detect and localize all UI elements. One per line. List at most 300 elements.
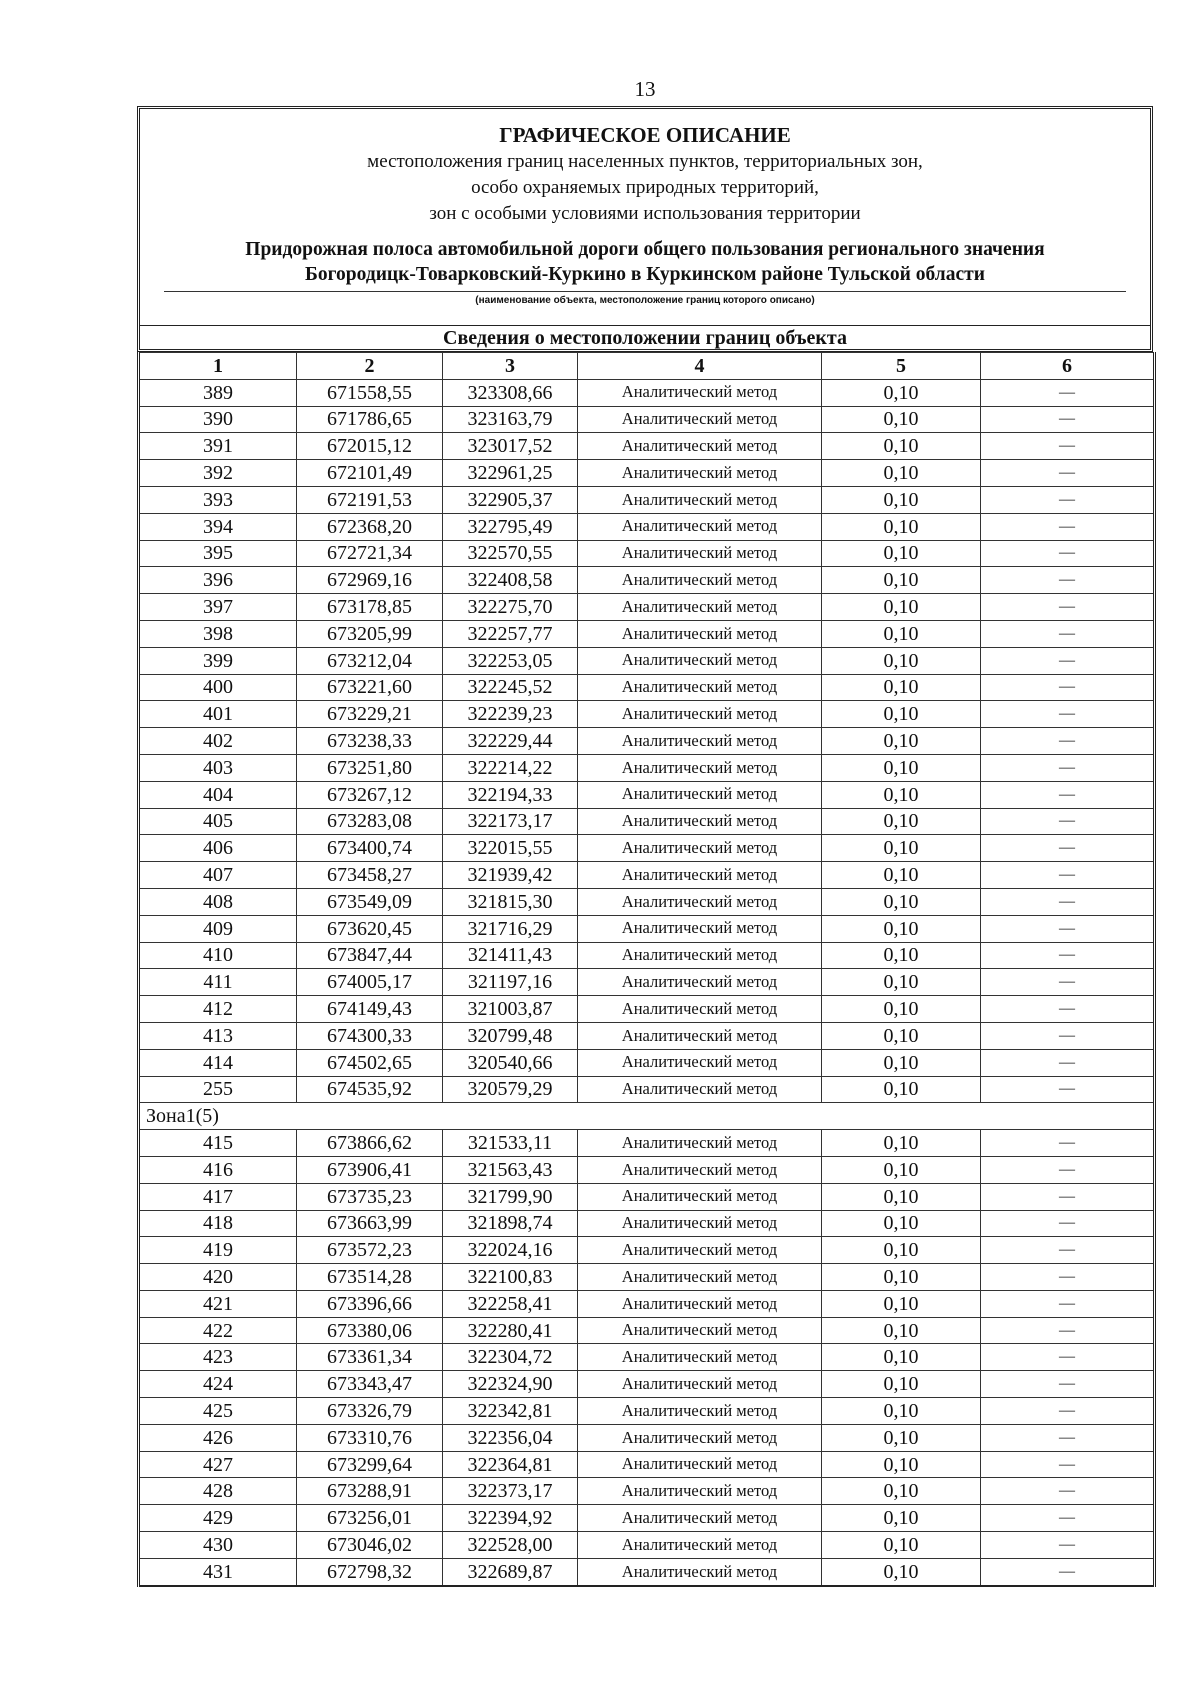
accuracy-cell: 0,10 xyxy=(822,1130,981,1157)
coordinate-x: 673283,08 xyxy=(297,808,443,835)
coordinate-x: 673458,27 xyxy=(297,862,443,889)
coordinate-x: 674300,33 xyxy=(297,1022,443,1049)
description-cell: — xyxy=(981,567,1155,594)
table-row xyxy=(139,862,1155,889)
coordinate-y: 322229,44 xyxy=(443,728,578,755)
point-number: 393 xyxy=(139,486,297,513)
coordinate-y: 321939,42 xyxy=(443,862,578,889)
point-number: 391 xyxy=(139,433,297,460)
accuracy-cell: 0,10 xyxy=(822,1371,981,1398)
table-row xyxy=(139,701,1155,728)
point-number: 430 xyxy=(139,1532,297,1559)
point-number: 255 xyxy=(139,1076,297,1103)
coordinate-y: 322257,77 xyxy=(443,620,578,647)
description-cell: — xyxy=(981,1049,1155,1076)
coordinate-y: 322342,81 xyxy=(443,1398,578,1425)
description-cell: — xyxy=(981,1532,1155,1559)
table-row xyxy=(139,540,1155,567)
point-number: 426 xyxy=(139,1424,297,1451)
coordinate-x: 672101,49 xyxy=(297,460,443,487)
point-number: 402 xyxy=(139,728,297,755)
coordinate-y: 321533,11 xyxy=(443,1130,578,1157)
coordinate-y: 322394,92 xyxy=(443,1505,578,1532)
point-number: 416 xyxy=(139,1156,297,1183)
description-cell: — xyxy=(981,754,1155,781)
point-number: 397 xyxy=(139,594,297,621)
accuracy-cell: 0,10 xyxy=(822,1344,981,1371)
table-row xyxy=(139,1022,1155,1049)
accuracy-cell: 0,10 xyxy=(822,862,981,889)
description-cell: — xyxy=(981,781,1155,808)
point-number: 428 xyxy=(139,1478,297,1505)
coordinate-x: 674502,65 xyxy=(297,1049,443,1076)
method-cell: Аналитический метод xyxy=(578,1183,822,1210)
method-cell: Аналитический метод xyxy=(578,567,822,594)
coordinate-y: 322304,72 xyxy=(443,1344,578,1371)
point-number: 395 xyxy=(139,540,297,567)
description-cell: — xyxy=(981,540,1155,567)
coordinate-x: 672368,20 xyxy=(297,513,443,540)
coordinate-x: 673299,64 xyxy=(297,1451,443,1478)
coordinate-y: 321197,16 xyxy=(443,969,578,996)
method-cell: Аналитический метод xyxy=(578,1156,822,1183)
accuracy-cell: 0,10 xyxy=(822,1076,981,1103)
point-number: 414 xyxy=(139,1049,297,1076)
table-row xyxy=(139,1290,1155,1317)
description-cell: — xyxy=(981,1371,1155,1398)
coordinate-y: 320540,66 xyxy=(443,1049,578,1076)
description-cell: — xyxy=(981,915,1155,942)
table-row xyxy=(139,1532,1155,1559)
accuracy-cell: 0,10 xyxy=(822,1290,981,1317)
accuracy-cell: 0,10 xyxy=(822,379,981,406)
coordinate-y: 321799,90 xyxy=(443,1183,578,1210)
description-cell: — xyxy=(981,1505,1155,1532)
column-header: 5 xyxy=(822,353,981,380)
table-row xyxy=(139,567,1155,594)
accuracy-cell: 0,10 xyxy=(822,486,981,513)
method-cell: Аналитический метод xyxy=(578,1022,822,1049)
table-row xyxy=(139,1130,1155,1157)
description-line: особо охраняемых природных территорий, xyxy=(471,177,819,198)
coordinate-x: 673288,91 xyxy=(297,1478,443,1505)
method-cell: Аналитический метод xyxy=(578,1344,822,1371)
method-cell: Аналитический метод xyxy=(578,1558,822,1585)
table-row xyxy=(139,1317,1155,1344)
coordinate-x: 673310,76 xyxy=(297,1424,443,1451)
description-cell: — xyxy=(981,1210,1155,1237)
accuracy-cell: 0,10 xyxy=(822,647,981,674)
table-header-row xyxy=(139,353,1155,380)
coordinate-y: 321003,87 xyxy=(443,996,578,1023)
coordinate-y: 322689,87 xyxy=(443,1558,578,1585)
coordinate-x: 673906,41 xyxy=(297,1156,443,1183)
description-cell: — xyxy=(981,379,1155,406)
coordinate-y: 322570,55 xyxy=(443,540,578,567)
coordinate-x: 673046,02 xyxy=(297,1532,443,1559)
document-title: ГРАФИЧЕСКОЕ ОПИСАНИЕ xyxy=(499,123,791,147)
table-row xyxy=(139,728,1155,755)
accuracy-cell: 0,10 xyxy=(822,888,981,915)
coordinate-x: 673251,80 xyxy=(297,754,443,781)
coordinate-y: 322528,00 xyxy=(443,1532,578,1559)
point-number: 396 xyxy=(139,567,297,594)
coordinate-x: 673847,44 xyxy=(297,942,443,969)
coordinate-y: 322253,05 xyxy=(443,647,578,674)
method-cell: Аналитический метод xyxy=(578,862,822,889)
accuracy-cell: 0,10 xyxy=(822,594,981,621)
method-cell: Аналитический метод xyxy=(578,379,822,406)
coordinate-x: 672015,12 xyxy=(297,433,443,460)
coordinate-y: 323308,66 xyxy=(443,379,578,406)
method-cell: Аналитический метод xyxy=(578,1532,822,1559)
point-number: 422 xyxy=(139,1317,297,1344)
description-cell: — xyxy=(981,1264,1155,1291)
table-row xyxy=(139,1451,1155,1478)
coordinate-y: 322961,25 xyxy=(443,460,578,487)
point-number: 411 xyxy=(139,969,297,996)
method-cell: Аналитический метод xyxy=(578,1317,822,1344)
method-cell: Аналитический метод xyxy=(578,996,822,1023)
description-cell: — xyxy=(981,1478,1155,1505)
method-cell: Аналитический метод xyxy=(578,540,822,567)
coordinate-x: 672798,32 xyxy=(297,1558,443,1585)
point-number: 412 xyxy=(139,996,297,1023)
table-row xyxy=(139,888,1155,915)
zone-label: Зона1(5) xyxy=(139,1103,1155,1130)
method-cell: Аналитический метод xyxy=(578,594,822,621)
point-number: 404 xyxy=(139,781,297,808)
coordinate-x: 674149,43 xyxy=(297,996,443,1023)
accuracy-cell: 0,10 xyxy=(822,1237,981,1264)
table-row xyxy=(139,1076,1155,1103)
coordinate-x: 673400,74 xyxy=(297,835,443,862)
accuracy-cell: 0,10 xyxy=(822,808,981,835)
accuracy-cell: 0,10 xyxy=(822,460,981,487)
table-row xyxy=(139,835,1155,862)
description-cell: — xyxy=(981,1558,1155,1585)
column-header: 6 xyxy=(981,353,1155,380)
description-cell: — xyxy=(981,1290,1155,1317)
coordinate-y: 322795,49 xyxy=(443,513,578,540)
method-cell: Аналитический метод xyxy=(578,1264,822,1291)
coordinate-y: 322373,17 xyxy=(443,1478,578,1505)
table-row xyxy=(139,1424,1155,1451)
description-cell: — xyxy=(981,888,1155,915)
method-cell: Аналитический метод xyxy=(578,460,822,487)
object-name-line: Придорожная полоса автомобильной дороги общего пользования регионального значения xyxy=(245,239,1045,260)
coordinate-x: 673866,62 xyxy=(297,1130,443,1157)
description-cell: — xyxy=(981,1424,1155,1451)
coordinate-y: 321898,74 xyxy=(443,1210,578,1237)
table-row xyxy=(139,942,1155,969)
description-cell: — xyxy=(981,1451,1155,1478)
method-cell: Аналитический метод xyxy=(578,835,822,862)
object-note: (наименование объекта, местоположение границ которого описано) xyxy=(475,295,815,306)
table-row xyxy=(139,620,1155,647)
point-number: 419 xyxy=(139,1237,297,1264)
coordinate-y: 322239,23 xyxy=(443,701,578,728)
table-row xyxy=(139,1558,1155,1585)
table-row xyxy=(139,1183,1155,1210)
method-cell: Аналитический метод xyxy=(578,1130,822,1157)
section-title: Сведения о местоположении границ объекта xyxy=(443,327,847,349)
coordinate-x: 673620,45 xyxy=(297,915,443,942)
description-cell: — xyxy=(981,486,1155,513)
accuracy-cell: 0,10 xyxy=(822,1532,981,1559)
coordinate-y: 320799,48 xyxy=(443,1022,578,1049)
point-number: 421 xyxy=(139,1290,297,1317)
coordinate-x: 673735,23 xyxy=(297,1183,443,1210)
description-cell: — xyxy=(981,728,1155,755)
method-cell: Аналитический метод xyxy=(578,1076,822,1103)
coordinate-x: 673212,04 xyxy=(297,647,443,674)
description-cell: — xyxy=(981,1130,1155,1157)
accuracy-cell: 0,10 xyxy=(822,835,981,862)
description-cell: — xyxy=(981,808,1155,835)
table-row xyxy=(139,1264,1155,1291)
description-cell: — xyxy=(981,1344,1155,1371)
table-row xyxy=(139,460,1155,487)
method-cell: Аналитический метод xyxy=(578,1398,822,1425)
coordinate-x: 673396,66 xyxy=(297,1290,443,1317)
accuracy-cell: 0,10 xyxy=(822,406,981,433)
description-cell: — xyxy=(981,513,1155,540)
description-cell: — xyxy=(981,1317,1155,1344)
method-cell: Аналитический метод xyxy=(578,915,822,942)
method-cell: Аналитический метод xyxy=(578,1237,822,1264)
accuracy-cell: 0,10 xyxy=(822,567,981,594)
point-number: 389 xyxy=(139,379,297,406)
table-row xyxy=(139,379,1155,406)
description-cell: — xyxy=(981,996,1155,1023)
method-cell: Аналитический метод xyxy=(578,1290,822,1317)
coordinate-y: 322214,22 xyxy=(443,754,578,781)
coordinate-x: 673343,47 xyxy=(297,1371,443,1398)
coordinate-y: 322024,16 xyxy=(443,1237,578,1264)
method-cell: Аналитический метод xyxy=(578,1210,822,1237)
point-number: 424 xyxy=(139,1371,297,1398)
description-cell: — xyxy=(981,594,1155,621)
point-number: 400 xyxy=(139,674,297,701)
accuracy-cell: 0,10 xyxy=(822,513,981,540)
coordinate-x: 673572,23 xyxy=(297,1237,443,1264)
column-header: 2 xyxy=(297,353,443,380)
coordinate-y: 322194,33 xyxy=(443,781,578,808)
table-row xyxy=(139,1237,1155,1264)
point-number: 405 xyxy=(139,808,297,835)
coordinate-x: 673549,09 xyxy=(297,888,443,915)
coordinate-y: 322280,41 xyxy=(443,1317,578,1344)
method-cell: Аналитический метод xyxy=(578,969,822,996)
point-number: 403 xyxy=(139,754,297,781)
coordinate-y: 322324,90 xyxy=(443,1371,578,1398)
coordinate-y: 320579,29 xyxy=(443,1076,578,1103)
point-number: 398 xyxy=(139,620,297,647)
method-cell: Аналитический метод xyxy=(578,406,822,433)
coordinates-table xyxy=(137,352,1156,1587)
coordinate-x: 673178,85 xyxy=(297,594,443,621)
accuracy-cell: 0,10 xyxy=(822,996,981,1023)
method-cell: Аналитический метод xyxy=(578,1371,822,1398)
column-header: 3 xyxy=(443,353,578,380)
coordinate-y: 322173,17 xyxy=(443,808,578,835)
accuracy-cell: 0,10 xyxy=(822,1022,981,1049)
coordinate-y: 322245,52 xyxy=(443,674,578,701)
accuracy-cell: 0,10 xyxy=(822,1478,981,1505)
coordinate-x: 673267,12 xyxy=(297,781,443,808)
method-cell: Аналитический метод xyxy=(578,1049,822,1076)
description-line: зон с особыми условиями использования территории xyxy=(429,203,861,224)
accuracy-cell: 0,10 xyxy=(822,754,981,781)
coordinate-x: 673238,33 xyxy=(297,728,443,755)
method-cell: Аналитический метод xyxy=(578,513,822,540)
table-row xyxy=(139,1210,1155,1237)
accuracy-cell: 0,10 xyxy=(822,1505,981,1532)
accuracy-cell: 0,10 xyxy=(822,781,981,808)
coordinate-x: 673361,34 xyxy=(297,1344,443,1371)
method-cell: Аналитический метод xyxy=(578,754,822,781)
point-number: 406 xyxy=(139,835,297,862)
coordinate-x: 673229,21 xyxy=(297,701,443,728)
method-cell: Аналитический метод xyxy=(578,1505,822,1532)
point-number: 427 xyxy=(139,1451,297,1478)
accuracy-cell: 0,10 xyxy=(822,969,981,996)
description-cell: — xyxy=(981,835,1155,862)
coordinate-y: 322356,04 xyxy=(443,1424,578,1451)
point-number: 392 xyxy=(139,460,297,487)
method-cell: Аналитический метод xyxy=(578,808,822,835)
accuracy-cell: 0,10 xyxy=(822,915,981,942)
method-cell: Аналитический метод xyxy=(578,674,822,701)
coordinate-y: 322408,58 xyxy=(443,567,578,594)
coordinate-x: 673514,28 xyxy=(297,1264,443,1291)
coordinate-x: 673663,99 xyxy=(297,1210,443,1237)
coordinate-y: 321716,29 xyxy=(443,915,578,942)
coordinate-y: 323017,52 xyxy=(443,433,578,460)
description-cell: — xyxy=(981,674,1155,701)
coordinate-y: 321563,43 xyxy=(443,1156,578,1183)
coordinate-x: 672969,16 xyxy=(297,567,443,594)
divider xyxy=(164,291,1126,292)
point-number: 431 xyxy=(139,1558,297,1585)
table-row xyxy=(139,1049,1155,1076)
table-row xyxy=(139,1344,1155,1371)
point-number: 390 xyxy=(139,406,297,433)
point-number: 408 xyxy=(139,888,297,915)
accuracy-cell: 0,10 xyxy=(822,1424,981,1451)
point-number: 409 xyxy=(139,915,297,942)
method-cell: Аналитический метод xyxy=(578,888,822,915)
point-number: 425 xyxy=(139,1398,297,1425)
description-cell: — xyxy=(981,460,1155,487)
accuracy-cell: 0,10 xyxy=(822,1451,981,1478)
table-row xyxy=(139,915,1155,942)
method-cell: Аналитический метод xyxy=(578,620,822,647)
point-number: 410 xyxy=(139,942,297,969)
point-number: 407 xyxy=(139,862,297,889)
accuracy-cell: 0,10 xyxy=(822,1049,981,1076)
table-row xyxy=(139,674,1155,701)
description-cell: — xyxy=(981,1398,1155,1425)
description-cell: — xyxy=(981,647,1155,674)
table-row xyxy=(139,969,1155,996)
coordinate-x: 672721,34 xyxy=(297,540,443,567)
description-line: местоположения границ населенных пунктов, территориальных зон, xyxy=(367,151,923,172)
table-row xyxy=(139,647,1155,674)
coordinate-y: 322100,83 xyxy=(443,1264,578,1291)
method-cell: Аналитический метод xyxy=(578,701,822,728)
method-cell: Аналитический метод xyxy=(578,728,822,755)
point-number: 423 xyxy=(139,1344,297,1371)
table-row xyxy=(139,1398,1155,1425)
accuracy-cell: 0,10 xyxy=(822,1398,981,1425)
point-number: 399 xyxy=(139,647,297,674)
accuracy-cell: 0,10 xyxy=(822,1183,981,1210)
table-row xyxy=(139,1371,1155,1398)
accuracy-cell: 0,10 xyxy=(822,728,981,755)
zone-row xyxy=(139,1103,1155,1130)
point-number: 420 xyxy=(139,1264,297,1291)
coordinate-x: 673221,60 xyxy=(297,674,443,701)
coordinate-x: 671786,65 xyxy=(297,406,443,433)
object-name-line: Богородицк-Товарковский-Куркино в Куркинском районе Тульской области xyxy=(305,264,985,285)
coordinate-x: 674005,17 xyxy=(297,969,443,996)
point-number: 394 xyxy=(139,513,297,540)
description-cell: — xyxy=(981,1237,1155,1264)
coordinate-x: 673205,99 xyxy=(297,620,443,647)
table-row xyxy=(139,406,1155,433)
coordinate-x: 673380,06 xyxy=(297,1317,443,1344)
divider xyxy=(140,325,1150,326)
table-row xyxy=(139,754,1155,781)
table-row xyxy=(139,1505,1155,1532)
description-cell: — xyxy=(981,942,1155,969)
accuracy-cell: 0,10 xyxy=(822,1210,981,1237)
accuracy-cell: 0,10 xyxy=(822,540,981,567)
table-row xyxy=(139,996,1155,1023)
description-cell: — xyxy=(981,1156,1155,1183)
point-number: 429 xyxy=(139,1505,297,1532)
coordinate-y: 321815,30 xyxy=(443,888,578,915)
accuracy-cell: 0,10 xyxy=(822,1156,981,1183)
description-cell: — xyxy=(981,433,1155,460)
page-number: 13 xyxy=(634,77,656,101)
accuracy-cell: 0,10 xyxy=(822,1264,981,1291)
method-cell: Аналитический метод xyxy=(578,647,822,674)
method-cell: Аналитический метод xyxy=(578,486,822,513)
column-header: 1 xyxy=(139,353,297,380)
accuracy-cell: 0,10 xyxy=(822,1317,981,1344)
table-row xyxy=(139,594,1155,621)
table-row xyxy=(139,513,1155,540)
method-cell: Аналитический метод xyxy=(578,1424,822,1451)
description-cell: — xyxy=(981,862,1155,889)
document-header xyxy=(137,106,1153,352)
coordinate-y: 323163,79 xyxy=(443,406,578,433)
coordinate-x: 672191,53 xyxy=(297,486,443,513)
coordinate-y: 322275,70 xyxy=(443,594,578,621)
method-cell: Аналитический метод xyxy=(578,942,822,969)
coordinate-y: 321411,43 xyxy=(443,942,578,969)
accuracy-cell: 0,10 xyxy=(822,942,981,969)
description-cell: — xyxy=(981,620,1155,647)
method-cell: Аналитический метод xyxy=(578,781,822,808)
table-row xyxy=(139,808,1155,835)
coordinate-y: 322258,41 xyxy=(443,1290,578,1317)
accuracy-cell: 0,10 xyxy=(822,674,981,701)
point-number: 418 xyxy=(139,1210,297,1237)
